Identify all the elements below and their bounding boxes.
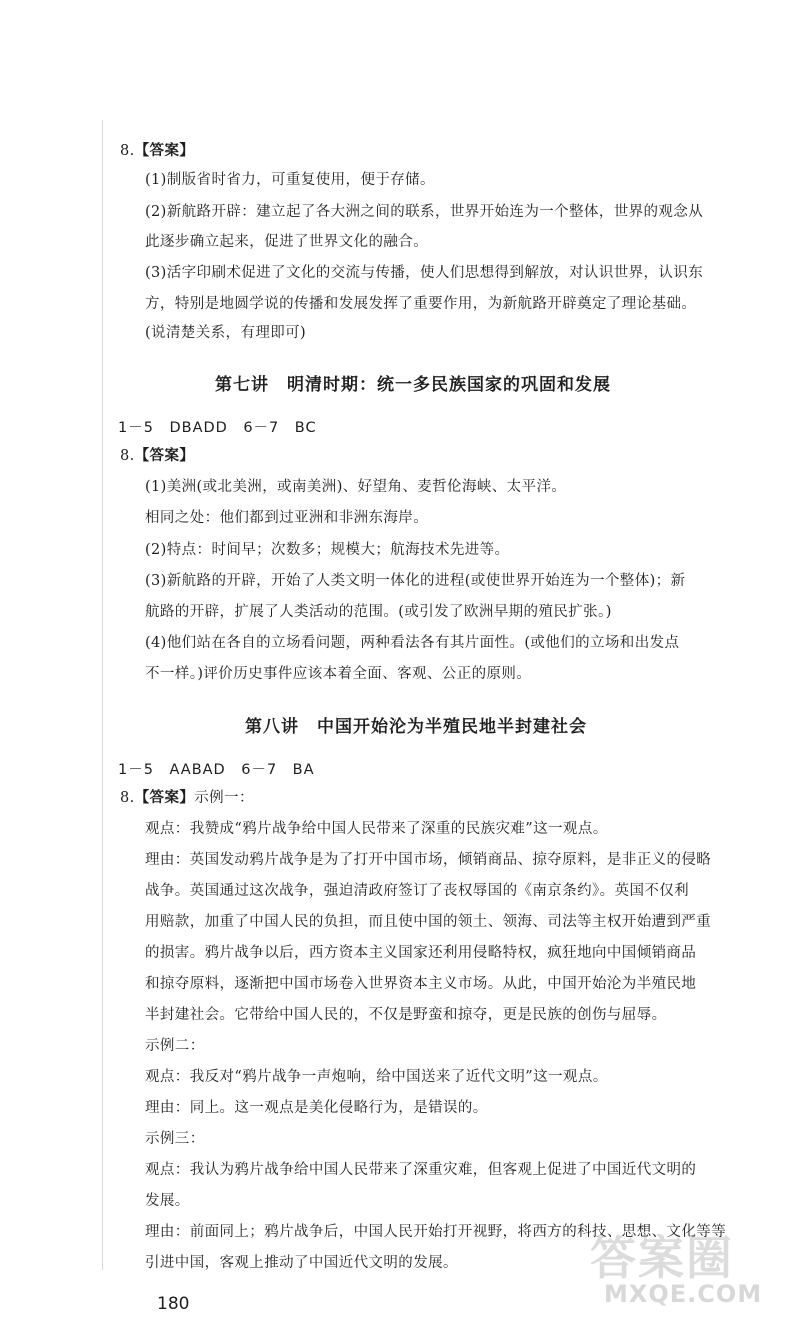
lecture-8-title: 第八讲 中国开始沦为半殖民地半封建社会 xyxy=(245,717,587,737)
answer-line: 航路的开辟，扩展了人类活动的范围。(或引发了欧洲早期的殖民扩张。) xyxy=(145,604,612,620)
answer-line: 的损害。鸦片战争以后，西方资本主义国家还利用侵略特权，疯狂地向中国倾销商品 xyxy=(145,945,697,961)
lecture-7-title: 第七讲 明清时期：统一多民族国家的巩固和发展 xyxy=(215,375,611,395)
answer-line: 观点：我反对“鸦片战争一声炮响，给中国送来了近代文明”这一观点。 xyxy=(145,1069,608,1085)
answer-line: (说清楚关系，有理即可) xyxy=(145,325,307,341)
answer-label: 【答案】 xyxy=(134,142,195,159)
question-number: 8. xyxy=(120,790,135,806)
answer-line: (2)特点：时间早；次数多；规模大；航海技术先进等。 xyxy=(145,542,510,558)
watermark-text: 答案圈 xyxy=(590,1231,734,1285)
answer-line: 观点：我认为鸦片战争给中国人民带来了深重灾难，但客观上促进了中国近代文明的 xyxy=(145,1162,697,1178)
watermark-url: MXQE.COM xyxy=(604,1280,763,1308)
answer-line: (3)新航路的开辟，开始了人类文明一体化的进程(或使世界开始连为一个整体)；新 xyxy=(145,573,686,589)
answer-line: 不一样。)评价历史事件应该本着全面、客观、公正的原则。 xyxy=(145,666,532,682)
watermark-logo xyxy=(590,1222,790,1322)
answer-line: 示例三： xyxy=(145,1131,205,1147)
answer-line: 引进中国，客观上推动了中国近代文明的发展。 xyxy=(145,1255,458,1271)
answer-line: 和掠夺原料，逐渐把中国市场卷入世界资本主义市场。从此，中国开始沦为半殖民地 xyxy=(145,976,697,992)
answer-line: (1)制版省时省力，可重复使用，便于存储。 xyxy=(145,172,435,188)
answer-label: 【答案】 xyxy=(134,447,195,464)
question-number: 8. xyxy=(120,143,135,159)
answer-line: 半封建社会。它带给中国人民的，不仅是野蛮和掠夺，更是民族的创伤与屈辱。 xyxy=(145,1007,667,1023)
answer-line: 示例二： xyxy=(145,1038,205,1054)
answer-line: 理由：同上。这一观点是美化侵略行为，是错误的。 xyxy=(145,1100,488,1116)
answer-label: 【答案】 xyxy=(134,789,195,806)
answer-line: (4)他们站在各自的立场看问题，两种看法各有其片面性。(或他们的立场和出发点 xyxy=(145,635,680,651)
question-8-header xyxy=(120,141,194,161)
answer-line: 此逐步确立起来，促进了世界文化的融合。 xyxy=(145,234,429,250)
answer-line: 观点：我赞成“鸦片战争给中国人民带来了深重的民族灾难”这一观点。 xyxy=(145,821,608,837)
answer-line: 理由：前面同上；鸦片战争后，中国人民开始打开视野，将西方的科技、思想、文化等等 xyxy=(145,1224,727,1240)
answer-line: 方，特别是地圆学说的传播和发展发挥了重要作用，为新航路开辟奠定了理论基础。 xyxy=(145,296,697,312)
page-number: 180 xyxy=(157,1294,190,1314)
answer-line: 战争。英国通过这次战争，强迫清政府签订了丧权辱国的《南京条约》。英国不仅利 xyxy=(145,883,690,899)
answer-line: 发展。 xyxy=(145,1193,190,1209)
answer-line: 理由：英国发动鸦片战争是为了打开中国市场，倾销商品、掠夺原料，是非正义的侵略 xyxy=(145,852,712,868)
question-8-header xyxy=(120,788,254,808)
answer-line: 用赔款，加重了中国人民的负担，而且使中国的领土、领海、司法等主权开始遭到严重 xyxy=(145,914,712,930)
answer-line: (3)活字印刷术促进了文化的交流与传播，使人们思想得到解放，对认识世界，认识东 xyxy=(145,265,704,281)
margin-line xyxy=(102,120,103,1270)
answer-line: (2)新航路开辟：建立起了各大洲之间的联系，世界开始连为一个整体，世界的观念从 xyxy=(145,204,704,220)
lecture-8-choice-answers: 1－5 AABAD 6－7 BA xyxy=(118,762,315,778)
answer-line: (1)美洲(或北美洲，或南美洲)、好望角、麦哲伦海峡、太平洋。 xyxy=(145,479,567,495)
lecture-7-choice-answers: 1－5 DBADD 6－7 BC xyxy=(118,420,317,436)
answer-line: 相同之处：他们都到过亚洲和非洲东海岸。 xyxy=(145,510,429,526)
question-number: 8. xyxy=(120,448,135,464)
example-label: 示例一： xyxy=(194,790,254,806)
question-8-header xyxy=(120,446,194,466)
